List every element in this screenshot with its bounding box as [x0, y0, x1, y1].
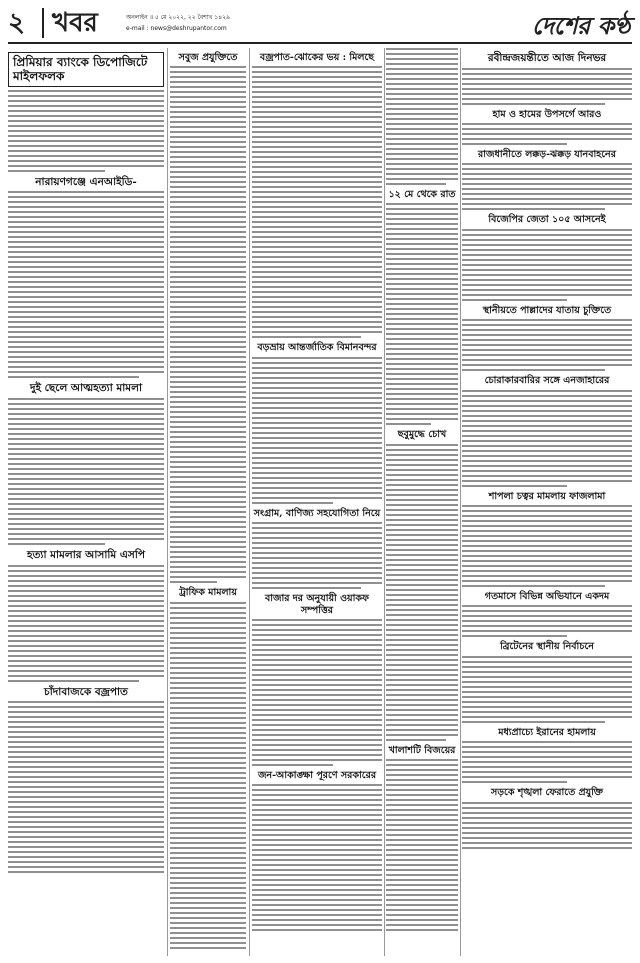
article-body — [252, 357, 382, 504]
headline: বড়ভ্রায় আন্তর্জাতিক বিমানবন্দর — [257, 342, 377, 354]
headline: রবীন্দ্রজয়ন্তীতে আজ দিনভর — [487, 52, 607, 64]
headline: হত্যা মামলার আসামি এসপি — [27, 548, 145, 561]
headline: ১২ মে থেকে রাত — [388, 189, 456, 200]
article-body — [170, 602, 246, 949]
article-body — [462, 741, 632, 783]
headline: চোরাকারবারির সঙ্গে এনজাহারের — [484, 375, 610, 387]
article-body — [462, 163, 632, 210]
article-body — [8, 701, 164, 873]
section-title: খবর — [42, 8, 98, 38]
headline: স্থানীয়তে পাল্লাদের যাতায় চুক্তিতে — [482, 304, 612, 316]
headline: সবুজ প্রযুক্তিতে — [178, 52, 238, 63]
article-body — [462, 229, 632, 301]
headline: মধ্যপ্রাচ্যে ইরানের হামলায় — [498, 726, 596, 738]
column-divider — [249, 48, 250, 956]
page-number: ২ — [8, 8, 25, 38]
headline: নারায়ণগঞ্জে এনআইডি- — [35, 175, 137, 188]
headline: রাজধানীতে লক্কড়-ঝক্কড় যানবাহনের — [478, 148, 616, 160]
column-2 — [170, 48, 246, 956]
headline: প্রিমিয়ার ব্যাংকে ডিপোজিটে মাইলফলক — [8, 52, 164, 87]
article-body — [8, 398, 164, 545]
article-body — [462, 656, 632, 723]
masthead-rule — [8, 42, 632, 44]
article-body — [386, 759, 458, 931]
article-body — [252, 66, 382, 338]
article-body — [462, 802, 632, 849]
headline: শাপলা চত্বর মামলায় ফাজলামা — [488, 490, 606, 502]
article-body — [8, 565, 164, 682]
article-body — [462, 123, 632, 145]
column-3 — [252, 48, 382, 956]
column-5 — [462, 48, 632, 956]
article-body — [8, 90, 164, 172]
article-body — [462, 68, 632, 105]
email-line: e-mail : news@deshrupantor.com — [126, 25, 227, 32]
column-divider — [384, 48, 385, 956]
article-body — [462, 605, 632, 637]
headline: জন-আকাঙ্ক্ষা পূরণে সরকারের — [257, 769, 377, 781]
headline: বাজার দর অনুযায়ী ওয়াকফ সম্পত্তির — [264, 593, 370, 616]
article-body — [386, 203, 458, 425]
headline: ট্রাফিক মামলায় — [179, 587, 237, 599]
dateline: অনলাইন ॥ ৫ মে ২০২২, ২২ বৈশাখ ১৪২৯ — [126, 14, 230, 21]
article-body — [462, 390, 632, 487]
article-body — [8, 191, 164, 378]
headline: দুই ছেলে আত্মহত্যা মামলা — [29, 382, 143, 395]
headline: খালাশটি বিজয়ের — [388, 744, 456, 756]
article-body — [386, 444, 458, 741]
headline: সড়কে শৃঙ্খলা ফেরাতে প্রযুক্তি — [490, 787, 604, 799]
column-divider — [460, 48, 461, 956]
article-body — [386, 48, 458, 185]
headline: ছবুমুদ্ধে চোখ — [397, 429, 447, 441]
article-body — [252, 522, 382, 589]
headline: বিজেপির জেতা ১০৫ আসনেই — [488, 214, 606, 226]
headline: চাঁদাবাজকে বজ্রপাত — [44, 685, 128, 698]
newspaper-logo: দেশের কণ্ঠ — [531, 11, 630, 40]
headline: হাম ও হামের উপসর্গে আরও — [492, 108, 602, 120]
article-body — [252, 619, 382, 766]
article-body — [462, 319, 632, 371]
column-divider — [167, 48, 168, 956]
headline: গতমাসে বিভিন্ন অভিযানে একদম — [484, 590, 610, 602]
headline: ব্রিটেনের স্থানীয় নির্বাচনে — [500, 641, 594, 653]
column-4 — [386, 48, 458, 956]
article-body — [462, 505, 632, 587]
article-body — [252, 784, 382, 931]
article-body — [170, 66, 246, 583]
column-1 — [8, 48, 164, 956]
headline: সংগ্রাম, বাণিজ্য সহযোগিতা নিয়ে — [253, 507, 381, 519]
headline: বজ্রপাত-ঝোকের ভয় : মিলছে — [259, 52, 375, 63]
